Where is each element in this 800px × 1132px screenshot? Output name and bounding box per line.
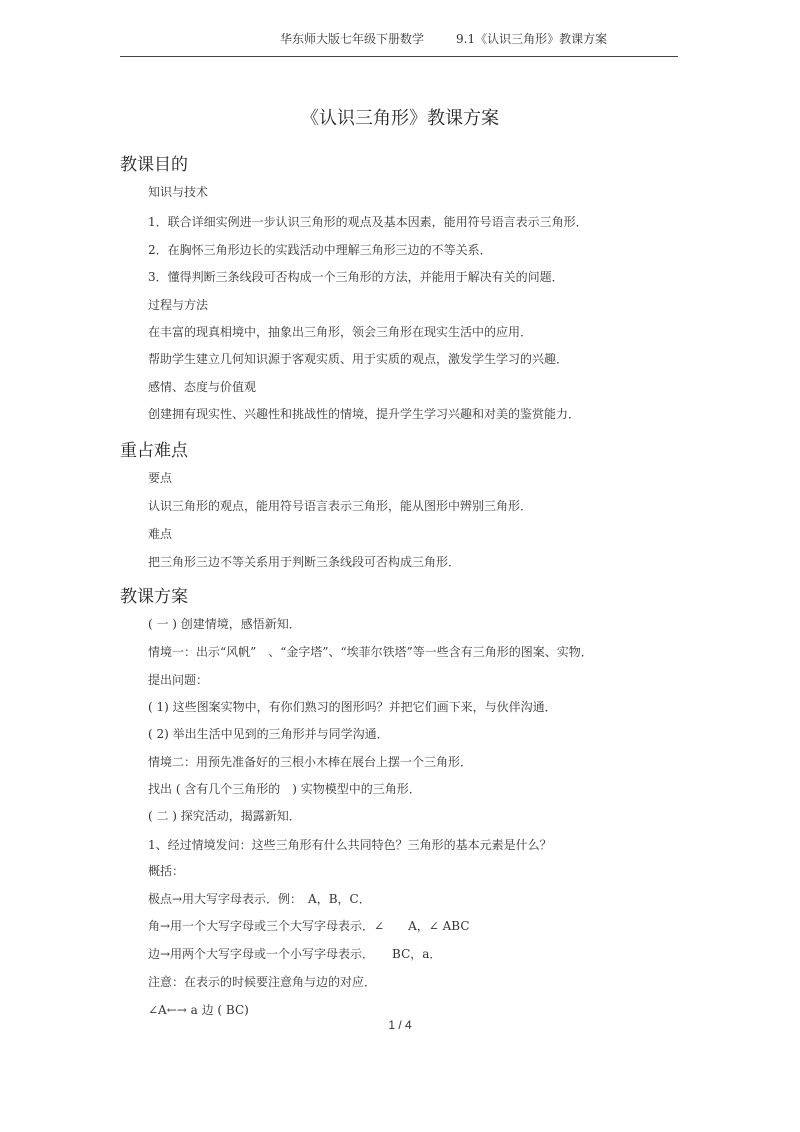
paragraph: ∠A←→ a 边 ( BC) xyxy=(148,1003,249,1017)
subheading: 感情、态度与价值观 xyxy=(148,380,257,394)
paragraph: 1、经过情境发问：这些三角形有什么共同特色？三角形的基本元素是什么？ xyxy=(148,838,552,852)
paragraph: 认识三角形的观点，能用符号语言表示三角形，能从图形中辨别三角形． xyxy=(148,499,533,513)
paragraph: ( 2) 举出生活中见到的三角形并与同学沟通． xyxy=(148,727,389,741)
paragraph: 3．懂得判断三条线段可否构成一个三角形的方法，并能用于解决有关的问题． xyxy=(148,270,564,284)
section-heading: 重占难点 xyxy=(120,441,188,461)
paragraph: 2．在胸怀三角形边长的实践活动中理解三角形三边的不等关系． xyxy=(148,243,492,257)
paragraph: 角→用一个大写字母或三个大写字母表示．∠ A，∠ ABC xyxy=(148,919,470,933)
paragraph: 在丰富的现真相境中，抽象出三角形，领会三角形在现实生活中的应用． xyxy=(148,325,533,339)
paragraph: ( 一 ) 创建情境，感悟新知． xyxy=(148,617,301,631)
paragraph: 提出问题： xyxy=(148,673,209,687)
header-book-title: 华东师大版七年级下册数学 xyxy=(280,32,425,46)
paragraph: 找出 ( 含有几个三角形的 ) 实物模型中的三角形． xyxy=(148,782,421,796)
document-title: 《认识三角形》教课方案 xyxy=(301,108,499,129)
header-divider xyxy=(120,56,678,57)
paragraph: 创建拥有现实性、兴趣性和挑战性的情境，提升学生学习兴趣和对美的鉴赏能力． xyxy=(148,407,581,421)
subheading: 要点 xyxy=(148,471,173,485)
subheading: 难点 xyxy=(148,527,173,541)
subheading: 知识与技术 xyxy=(148,185,209,199)
section-heading: 教课目的 xyxy=(120,155,188,175)
paragraph: 1．联合详细实例进一步认识三角形的观点及基本因素，能用符号语言表示三角形． xyxy=(148,215,588,229)
subheading: 过程与方法 xyxy=(148,298,209,312)
paragraph: ( 1) 这些图案实物中，有你们熟习的图形吗？并把它们画下来，与伙伴沟通． xyxy=(148,700,557,714)
paragraph: 把三角形三边不等关系用于判断三条线段可否构成三角形． xyxy=(148,555,461,569)
page-number: 1 / 4 xyxy=(388,1018,412,1032)
paragraph: 情境二：用预先准备好的三根小木棒在展台上摆一个三角形． xyxy=(148,755,473,769)
header-lesson-title: 9.1《认识三角形》教课方案 xyxy=(456,32,608,46)
paragraph: 注意：在表示的时候要注意角与边的对应． xyxy=(148,975,377,989)
paragraph: 极点→用大写字母表示．例： A，B，C． xyxy=(148,892,371,906)
paragraph: 概括： xyxy=(148,864,185,878)
section-heading: 教课方案 xyxy=(120,587,188,607)
paragraph: 边→用两个大写字母或一个小写字母表示． BC，a． xyxy=(148,947,442,961)
paragraph: 帮助学生建立几何知识源于客观实质、用于实质的观点，激发学生学习的兴趣． xyxy=(148,352,569,366)
paragraph: 情境一：出示“风帆” 、“金字塔”、“埃菲尔铁塔”等一些含有三角形的图案、实物． xyxy=(148,645,593,659)
paragraph: ( 二 ) 探究活动，揭露新知． xyxy=(148,809,301,823)
